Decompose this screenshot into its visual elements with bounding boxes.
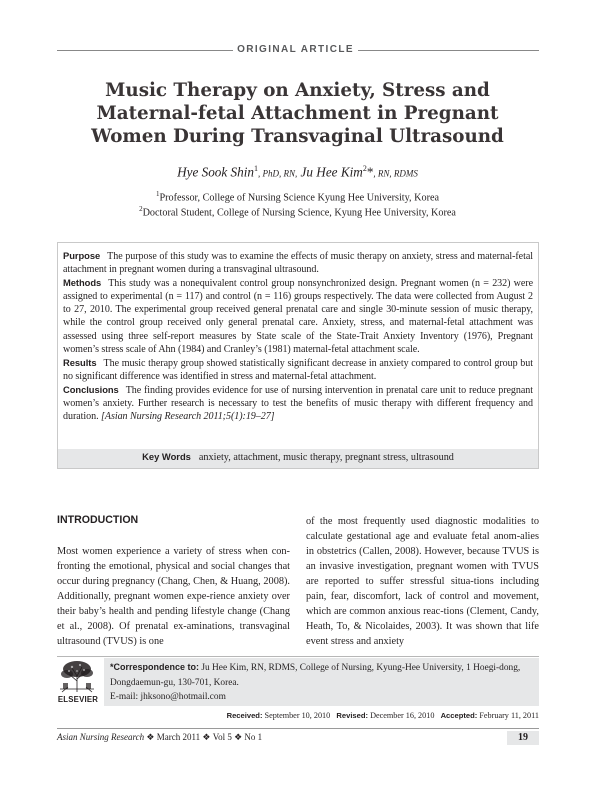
accepted-label: Accepted: bbox=[440, 711, 478, 720]
affiliation-2-text: Doctoral Student, College of Nursing Science, Kyung Hee University, Korea bbox=[142, 207, 456, 219]
article-dates bbox=[227, 711, 539, 720]
volume: Vol 5 bbox=[212, 732, 232, 742]
journal-name: Asian Nursing Research bbox=[57, 732, 145, 742]
correspondence-rule bbox=[57, 656, 539, 657]
conclusions-text: The finding provides evidence for use of nursing intervention in prenatal care unit to reduce pregnant women’s anxiety. Further research is necessary to test the benefits of music therapy with different frequency and duration. bbox=[63, 384, 533, 423]
conclusions-heading: Conclusions bbox=[63, 383, 119, 395]
author-1-credentials: , PhD, RN, bbox=[258, 168, 298, 179]
author-2-name: Ju Hee Kim bbox=[300, 164, 363, 180]
author-1-name: Hye Sook Shin bbox=[177, 164, 254, 180]
results-text: The music therapy group showed statistically significant decrease in anxiety compared to control group but no significant difference was identified in stress and maternal-fetal attachment. bbox=[63, 357, 533, 382]
revised-label: Revised: bbox=[336, 711, 369, 720]
abstract-methods bbox=[63, 276, 533, 356]
revised-date: December 16, 2010 bbox=[370, 711, 435, 720]
publisher-logo-word: ELSEVIER bbox=[57, 695, 99, 704]
corresponding-star: * bbox=[366, 164, 374, 180]
intro-column-right: of the most frequently used diagnostic modalities to calculate gestational age and evaluate fetal anom-alies in obstetrics (Callen, 2008). However, because TVUS is an invasive investigation, pregnant women with TVUS are reported to suffer stressful situa-tions including pain, fear, discomfort, lack of control and movement, which are common anxious reac-tions (Clement, Candy, Heath, To, & Nicolaides, 2003). It was shown that life event stress and anxiety bbox=[306, 516, 539, 647]
purpose-text: The purpose of this study was to examine the effects of music therapy on anxiety, stress and maternal-fetal attachment in pregnant women during a transvaginal ultrasound. bbox=[63, 251, 533, 276]
section-heading-introduction: INTRODUCTION bbox=[57, 514, 139, 526]
author-line bbox=[40, 164, 555, 180]
purpose-heading: Purpose bbox=[63, 250, 101, 261]
accepted-date: February 11, 2011 bbox=[479, 711, 539, 720]
separator-icon: ❖ bbox=[146, 732, 155, 742]
keywords-label: Key Words bbox=[142, 451, 191, 462]
affiliation-2-sup: 2 bbox=[139, 205, 143, 213]
affiliation-1-text: Professor, College of Nursing Science Kyung Hee University, Korea bbox=[159, 192, 440, 204]
correspondence-line-2: Dongdaemun-gu, 130-701, Korea. bbox=[110, 677, 239, 688]
methods-text: This study was a nonequivalent control group nonsynchronized design. Pregnant women (n = 232) were assigned to experimental (n = 117) and control (n = 116) groups respectively. The data were collected from August 2 to 27, 2010. The experimental group received general prenatal care and single 30-minute session of music therapy, while the control group received only general prenatal care. Anxiety, stress, and maternal-fetal attachment was assessed using three self-report measures by State scale of the State-Trait Anxiety Inventory (1976), Pregnant women’s stress scale of Ahn (1984) and Cranley’s (1981) maternal-fetal attachment scale. bbox=[63, 278, 533, 355]
correspondence-email: E-mail: jhksono@hotmail.com bbox=[110, 692, 226, 703]
abstract-conclusions bbox=[63, 383, 533, 423]
affiliation-1 bbox=[40, 190, 555, 203]
author-1-sup: 1 bbox=[254, 164, 258, 173]
article-type-label: ORIGINAL ARTICLE bbox=[233, 43, 358, 57]
results-heading: Results bbox=[63, 356, 97, 368]
page-number: 19 bbox=[507, 731, 539, 745]
separator-icon: ❖ bbox=[202, 732, 211, 742]
keywords-line bbox=[58, 451, 538, 463]
abstract-body bbox=[63, 249, 533, 423]
issue-date: March 2011 bbox=[156, 732, 201, 742]
received-date: September 10, 2010 bbox=[264, 711, 331, 720]
correspondence-label: *Correspondence to: bbox=[110, 662, 200, 672]
affiliation-2 bbox=[40, 205, 555, 218]
affiliation-1-sup: 1 bbox=[155, 190, 160, 198]
methods-heading: Methods bbox=[63, 277, 102, 289]
issue-number: No 1 bbox=[244, 732, 263, 742]
title-line-3: Women During Transvaginal Ultrasound bbox=[91, 126, 504, 147]
elsevier-tree-logo-icon bbox=[56, 659, 98, 693]
author-2-sup: 2 bbox=[362, 164, 367, 173]
footer-rule bbox=[57, 728, 539, 729]
correspondence-text bbox=[110, 660, 536, 705]
abstract-results bbox=[63, 356, 533, 383]
title-line-1: Music Therapy on Anxiety, Stress and bbox=[105, 80, 490, 101]
received-label: Received: bbox=[226, 711, 263, 720]
correspondence-line-1: Ju Hee Kim, RN, RDMS, College of Nursing, Kyung-Hee University, 1 Hoegi-dong, bbox=[201, 663, 521, 673]
running-footer bbox=[57, 732, 262, 743]
abstract-purpose bbox=[63, 249, 533, 276]
abstract-citation: [Asian Nursing Research 2011;5(1):19–27] bbox=[101, 411, 275, 423]
title-line-2: Maternal-fetal Attachment in Pregnant bbox=[96, 103, 499, 124]
separator-icon: ❖ bbox=[234, 732, 243, 742]
intro-column-left: Most women experience a variety of stress when con-fronting the emotional, physical and social changes that occur during pregnancy (Chang, Chen, & Huang, 2008). Additionally, pregnant women expe-rience anxiety over their baby’s health and pending lifestyle change (Chang et al., 2008). Of prenatal ex-aminations, transvaginal ultrasound (TVUS) is one bbox=[57, 546, 290, 647]
keywords-text: anxiety, attachment, music therapy, pregnant stress, ultrasound bbox=[198, 452, 454, 463]
author-2-credentials: , RN, RDMS bbox=[373, 168, 418, 179]
